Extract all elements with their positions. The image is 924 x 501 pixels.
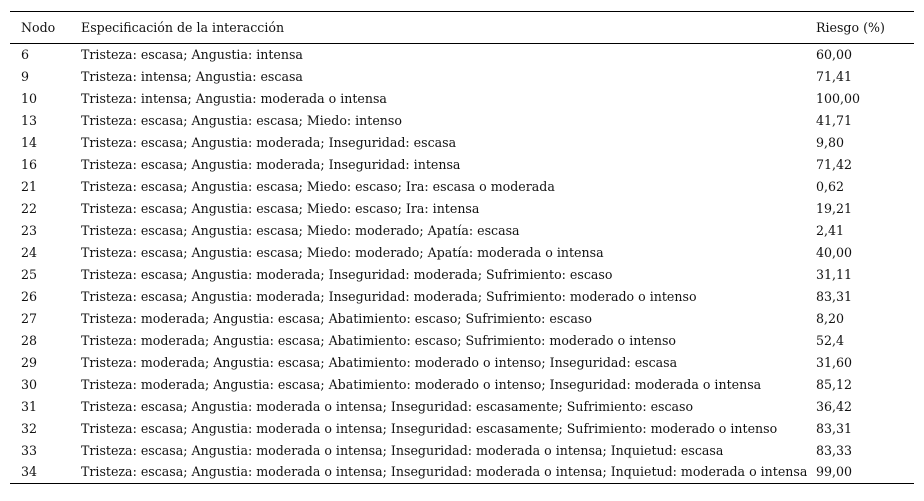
risk-cell: 8,20 <box>816 310 845 326</box>
node-cell: 26 <box>21 288 38 304</box>
node-cell: 30 <box>21 376 38 392</box>
table-row <box>10 373 914 395</box>
risk-cell: 71,42 <box>816 156 853 172</box>
table-body <box>10 43 914 483</box>
risk-cell: 31,11 <box>816 266 853 282</box>
risk-table <box>10 12 914 483</box>
table-row <box>10 87 914 109</box>
spec-cell: Tristeza: escasa; Angustia: moderada; Inseguridad: intensa <box>81 156 461 172</box>
node-cell: 25 <box>21 266 38 282</box>
spec-cell: Tristeza: escasa; Angustia: escasa; Miedo: escaso; Ira: escasa o moderada <box>81 178 555 194</box>
table-row <box>10 241 914 263</box>
risk-table-container <box>10 11 914 484</box>
spec-cell: Tristeza: escasa; Angustia: moderada o intensa; Inseguridad: escasamente; Sufrimiento: escaso <box>81 398 694 414</box>
risk-cell: 36,42 <box>816 398 853 414</box>
node-cell: 24 <box>21 244 38 260</box>
spec-cell: Tristeza: moderada; Angustia: escasa; Abatimiento: moderado o intenso; Inseguridad: escasa <box>81 354 678 370</box>
table-header <box>10 12 914 43</box>
spec-cell: Tristeza: moderada; Angustia: escasa; Abatimiento: escaso; Sufrimiento: escaso <box>81 310 592 326</box>
risk-cell: 41,71 <box>816 112 853 128</box>
table-row <box>10 417 914 439</box>
node-cell: 10 <box>21 90 38 106</box>
spec-cell: Tristeza: moderada; Angustia: escasa; Abatimiento: moderado o intenso; Inseguridad: moderada o intensa <box>81 376 762 392</box>
table-row <box>10 329 914 351</box>
table-row <box>10 351 914 373</box>
node-cell: 34 <box>21 463 38 479</box>
node-cell: 13 <box>21 112 38 128</box>
table-row <box>10 65 914 87</box>
node-cell: 9 <box>21 68 30 84</box>
node-cell: 27 <box>21 310 38 326</box>
spec-cell: Tristeza: escasa; Angustia: escasa; Miedo: moderado; Apatía: moderada o intensa <box>81 244 604 260</box>
table-row <box>10 263 914 285</box>
table-row <box>10 43 914 65</box>
risk-cell: 83,31 <box>816 420 853 436</box>
risk-cell: 71,41 <box>816 68 853 84</box>
node-cell: 23 <box>21 222 38 238</box>
risk-cell: 31,60 <box>816 354 853 370</box>
table-row <box>10 175 914 197</box>
risk-cell: 99,00 <box>816 463 853 479</box>
node-cell: 22 <box>21 200 38 216</box>
table-row <box>10 461 914 483</box>
node-cell: 29 <box>21 354 38 370</box>
header-risk: Riesgo (%) <box>816 12 914 43</box>
spec-cell: Tristeza: escasa; Angustia: moderada; Inseguridad: moderada; Sufrimiento: escaso <box>81 266 613 282</box>
header-spec: Especificación de la interacción <box>81 12 816 43</box>
node-cell: 33 <box>21 442 38 458</box>
spec-cell: Tristeza: escasa; Angustia: intensa <box>81 46 303 62</box>
spec-cell: Tristeza: escasa; Angustia: escasa; Miedo: escaso; Ira: intensa <box>81 200 480 216</box>
table-row <box>10 439 914 461</box>
risk-cell: 9,80 <box>816 134 845 150</box>
table-row <box>10 131 914 153</box>
spec-cell: Tristeza: escasa; Angustia: moderada o intensa; Inseguridad: moderada o intensa; Inquietud: escasa <box>81 442 724 458</box>
risk-cell: 60,00 <box>816 46 853 62</box>
spec-cell: Tristeza: escasa; Angustia: escasa; Miedo: moderado; Apatía: escasa <box>81 222 520 238</box>
spec-cell: Tristeza: intensa; Angustia: escasa <box>81 68 303 84</box>
spec-cell: Tristeza: escasa; Angustia: moderada o intensa; Inseguridad: moderada o intensa; Inquietud: moderada o intensa <box>81 463 808 479</box>
node-cell: 32 <box>21 420 38 436</box>
table-row <box>10 395 914 417</box>
node-cell: 6 <box>21 46 30 62</box>
header-node: Nodo <box>10 12 81 43</box>
node-cell: 28 <box>21 332 38 348</box>
table-row <box>10 197 914 219</box>
table-row <box>10 219 914 241</box>
risk-cell: 85,12 <box>816 376 853 392</box>
table-header-row <box>10 12 914 43</box>
risk-cell: 83,33 <box>816 442 853 458</box>
risk-cell: 40,00 <box>816 244 853 260</box>
spec-cell: Tristeza: escasa; Angustia: moderada o intensa; Inseguridad: escasamente; Sufrimiento: moderado o intenso <box>81 420 778 436</box>
risk-cell: 19,21 <box>816 200 853 216</box>
risk-cell: 0,62 <box>816 178 845 194</box>
spec-cell: Tristeza: escasa; Angustia: moderada; Inseguridad: escasa <box>81 134 457 150</box>
node-cell: 16 <box>21 156 38 172</box>
spec-cell: Tristeza: moderada; Angustia: escasa; Abatimiento: escaso; Sufrimiento: moderado o intenso <box>81 332 676 348</box>
table-row <box>10 109 914 131</box>
table-row <box>10 307 914 329</box>
spec-cell: Tristeza: intensa; Angustia: moderada o intensa <box>81 90 387 106</box>
table-row <box>10 153 914 175</box>
risk-cell: 2,41 <box>816 222 845 238</box>
spec-cell: Tristeza: escasa; Angustia: escasa; Miedo: intenso <box>81 112 402 128</box>
spec-cell: Tristeza: escasa; Angustia: moderada; Inseguridad: moderada; Sufrimiento: moderado o intenso <box>81 288 697 304</box>
node-cell: 31 <box>21 398 38 414</box>
node-cell: 14 <box>21 134 38 150</box>
risk-cell: 100,00 <box>816 90 861 106</box>
risk-cell: 52,4 <box>816 332 845 348</box>
table-row <box>10 285 914 307</box>
node-cell: 21 <box>21 178 38 194</box>
risk-cell: 83,31 <box>816 288 853 304</box>
